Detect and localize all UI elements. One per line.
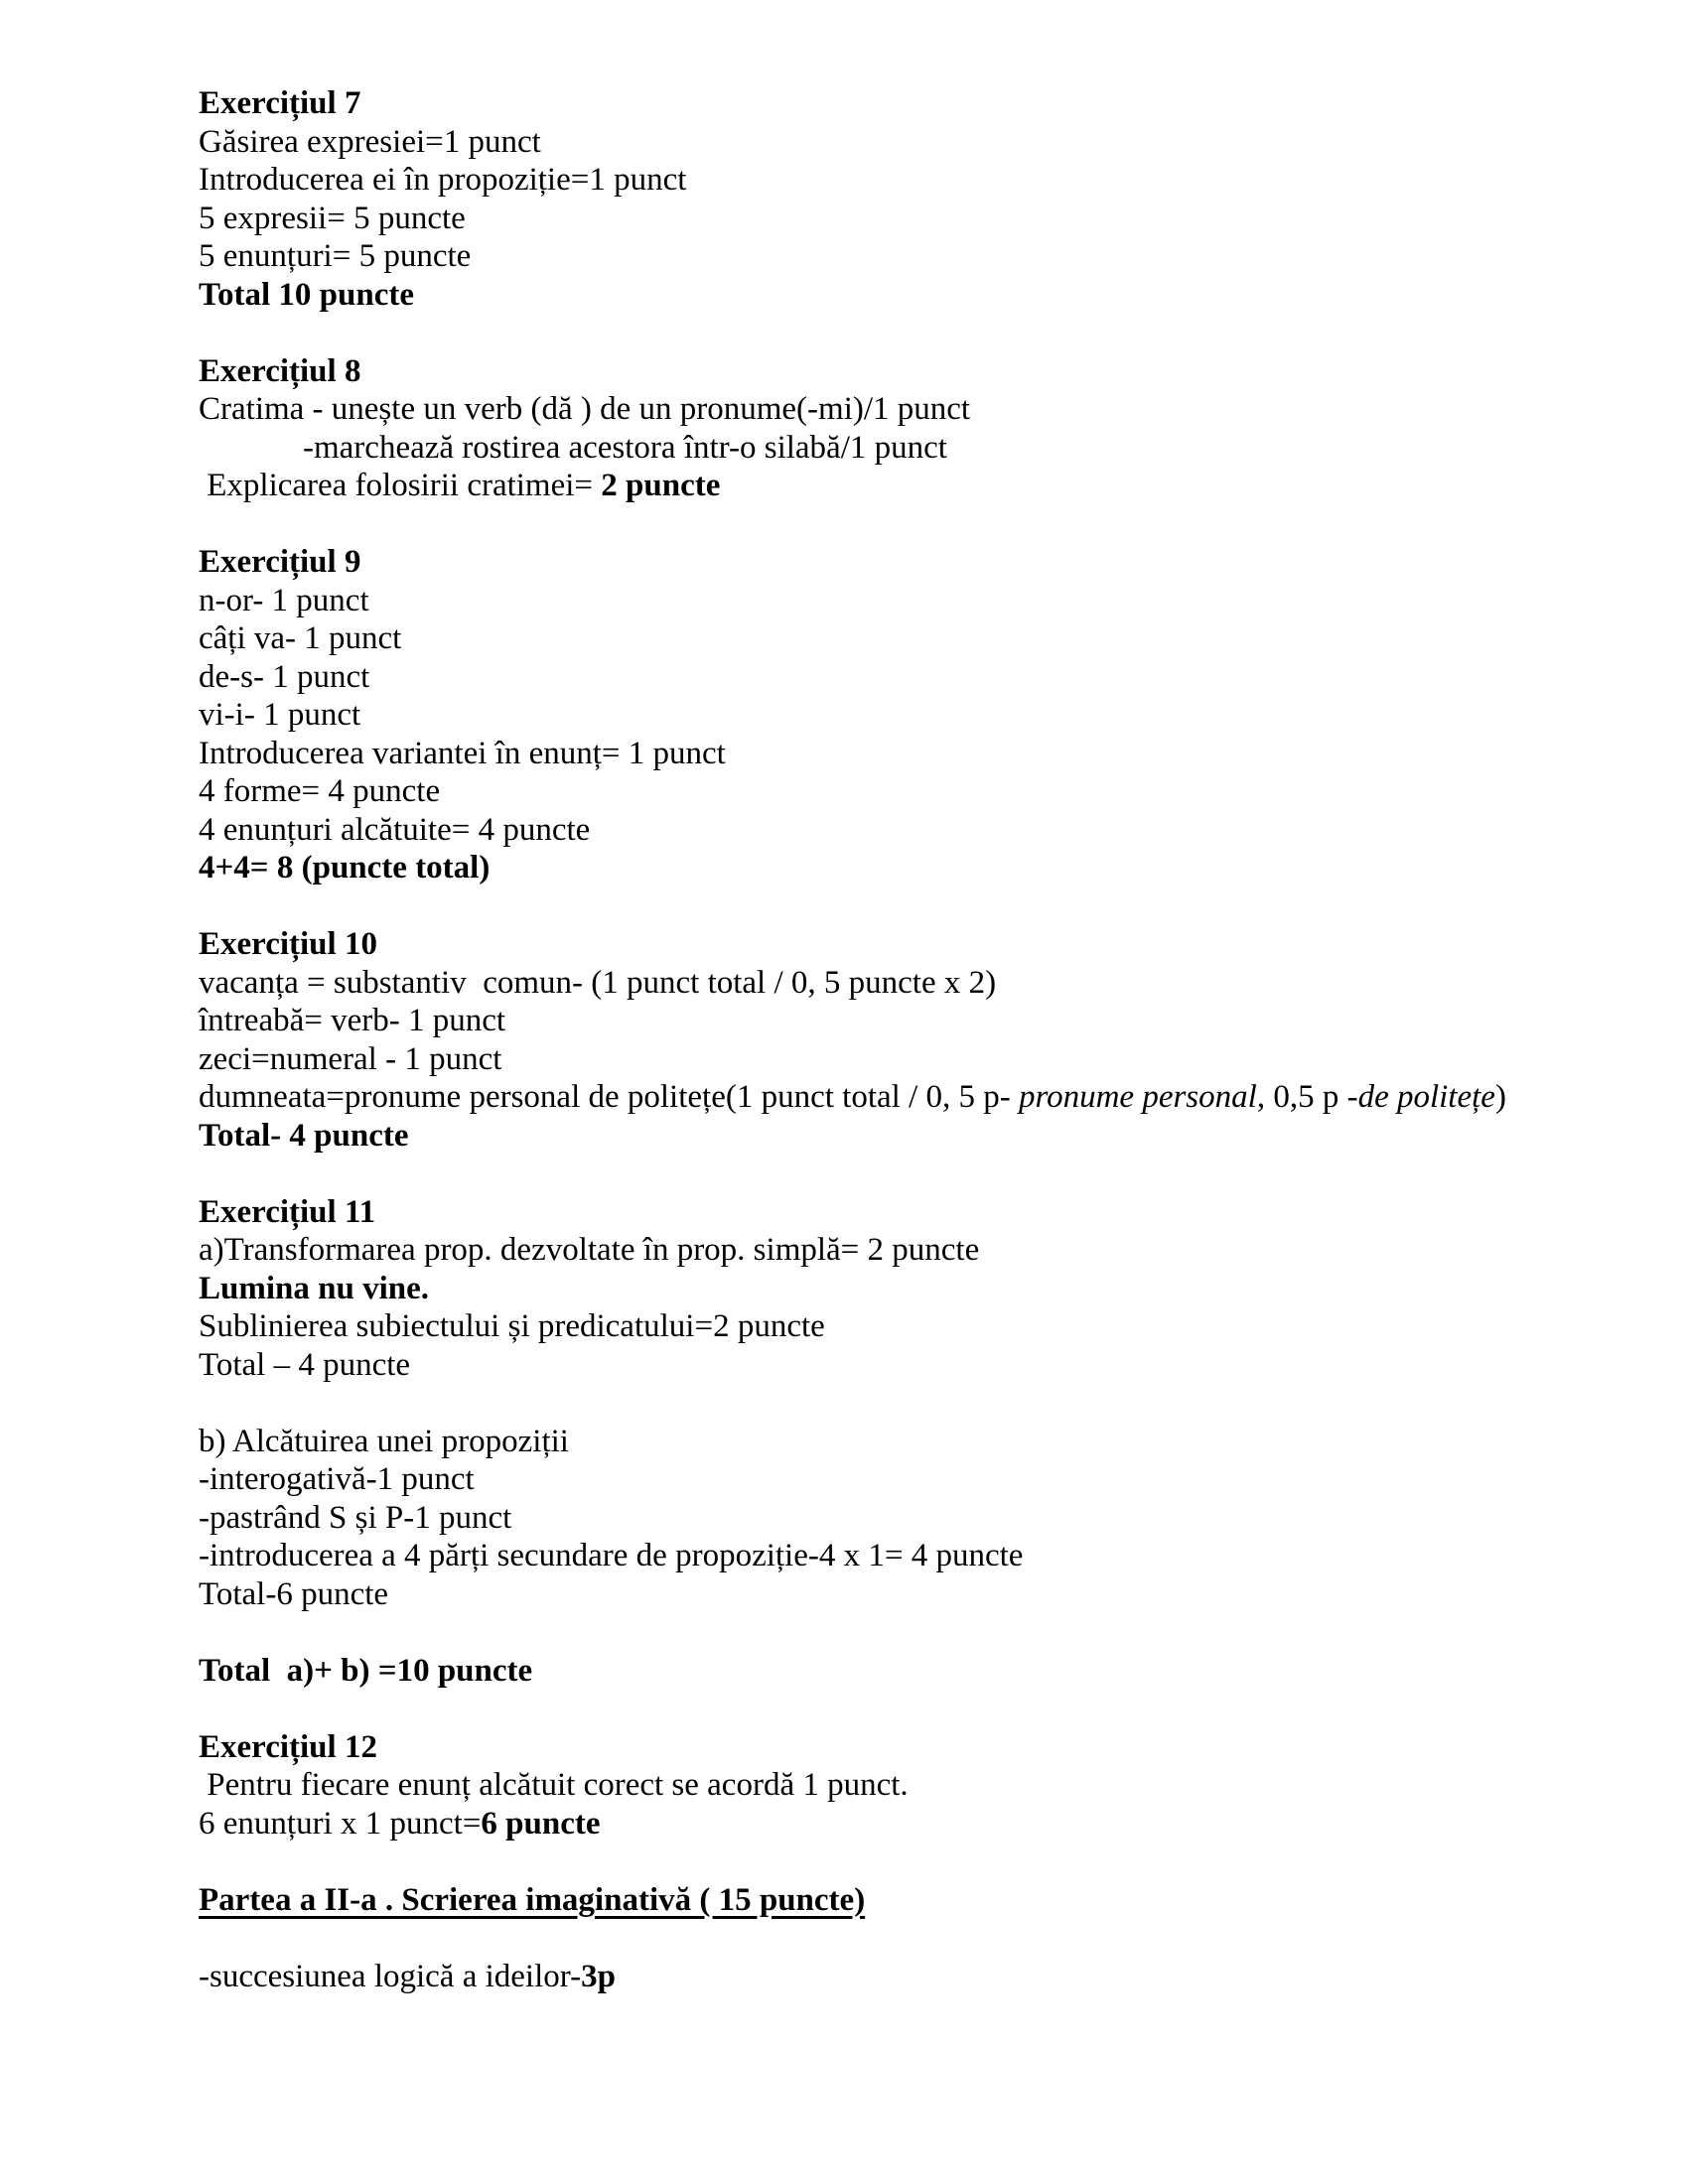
doc-line <box>199 1766 1658 1805</box>
doc-line <box>199 276 1658 315</box>
blank-line <box>199 505 1658 544</box>
text-segment: zeci=numeral - 1 punct <box>199 1040 502 1077</box>
blank-line <box>199 1919 1658 1958</box>
text-segment: 2 puncte <box>601 468 721 503</box>
text-segment: Exercițiul 12 <box>199 1728 377 1765</box>
doc-line <box>199 658 1658 697</box>
text-segment: 5 expresii= 5 puncte <box>199 200 466 236</box>
text-segment: -introducerea a 4 părți secundare de propoziție-4 x 1= 4 puncte <box>199 1538 1024 1573</box>
text-segment: Introducerea ei în propoziție=1 punct <box>199 162 687 198</box>
text-segment: 6 puncte <box>481 1805 601 1842</box>
part-2-heading <box>199 1881 1658 1920</box>
exercise-10-heading <box>199 925 1658 964</box>
text-segment: dumneata=pronume personal de politețe(1 punct total / 0, 5 p- <box>199 1079 1019 1115</box>
doc-line <box>199 696 1658 735</box>
text-segment: pronume personal <box>1018 1079 1257 1115</box>
text-segment: a)Transformarea prop. dezvoltate în prop. simplă= 2 puncte <box>199 1232 980 1268</box>
text-segment: -pastrând S și P-1 punct <box>199 1499 512 1536</box>
doc-line <box>199 123 1658 162</box>
doc-line <box>199 390 1658 429</box>
blank-line <box>199 314 1658 352</box>
exercise-7-heading <box>199 84 1658 123</box>
doc-line <box>199 1499 1658 1538</box>
doc-line <box>199 1460 1658 1499</box>
text-segment: Găsirea expresiei=1 punct <box>199 123 541 160</box>
text-segment: Pentru fiecare enunț alcătuit corect se acordă 1 punct. <box>199 1767 909 1803</box>
exercise-8-heading <box>199 352 1658 391</box>
text-segment: Exercițiul 8 <box>199 352 361 389</box>
text-segment: 3p <box>581 1958 616 1994</box>
text-segment: vacanța = substantiv comun- (1 punct total / 0, 5 puncte x 2) <box>199 964 997 1001</box>
blank-line <box>199 1843 1658 1881</box>
doc-line <box>199 1537 1658 1575</box>
blank-line <box>199 1155 1658 1193</box>
doc-line <box>199 1231 1658 1270</box>
text-segment: întreabă= verb- 1 punct <box>199 1003 506 1038</box>
text-segment: de politețe <box>1357 1079 1495 1115</box>
doc-line <box>199 237 1658 276</box>
text-segment: -marchează rostirea acestora într-o silabă/1 punct <box>303 429 947 466</box>
text-segment: n-or- 1 punct <box>199 582 369 618</box>
text-segment: Sublinierea subiectului și predicatului=2 puncte <box>199 1308 825 1344</box>
doc-line <box>199 1346 1658 1385</box>
text-segment: vi-i- 1 punct <box>199 697 361 733</box>
blank-line <box>199 1384 1658 1423</box>
doc-line <box>199 1805 1658 1843</box>
text-segment: -succesiunea logică a ideilor- <box>199 1958 582 1994</box>
doc-line <box>199 735 1658 773</box>
text-segment: Introducerea variantei în enunț= 1 punct <box>199 735 726 771</box>
blank-line <box>199 1613 1658 1652</box>
text-segment: Total – 4 puncte <box>199 1346 411 1383</box>
text-segment: Partea a II-a . Scrierea imaginativă ( 15 puncte) <box>199 1881 866 1918</box>
doc-line <box>199 467 1658 505</box>
text-segment: Total 10 puncte <box>199 276 414 313</box>
text-segment: câți va- 1 punct <box>199 620 402 656</box>
doc-line <box>199 772 1658 811</box>
doc-line <box>199 1307 1658 1346</box>
text-segment: 4 enunțuri alcătuite= 4 puncte <box>199 811 591 848</box>
text-segment: Total-6 puncte <box>199 1575 389 1612</box>
doc-line <box>199 1002 1658 1040</box>
doc-line <box>199 811 1658 850</box>
text-segment: 5 enunțuri= 5 puncte <box>199 238 472 274</box>
text-segment: de-s- 1 punct <box>199 658 370 695</box>
text-segment: 4+4= 8 (puncte total) <box>199 850 491 886</box>
text-segment: 4 forme= 4 puncte <box>199 773 441 809</box>
doc-line <box>199 429 1658 468</box>
text-segment: Total a)+ b) =10 puncte <box>199 1652 533 1689</box>
doc-line <box>199 582 1658 620</box>
text-segment: , 0,5 p - <box>1256 1079 1358 1115</box>
text-segment: Lumina nu vine. <box>199 1270 429 1306</box>
doc-line <box>199 1575 1658 1614</box>
text-segment: Exercițiul 7 <box>199 85 361 121</box>
doc-line <box>199 1078 1658 1117</box>
doc-line <box>199 200 1658 238</box>
doc-line <box>199 1117 1658 1156</box>
doc-line <box>199 161 1658 200</box>
text-segment: ) <box>1494 1079 1506 1115</box>
exercise-11-heading <box>199 1193 1658 1232</box>
doc-line <box>199 619 1658 658</box>
text-segment: Exercițiul 9 <box>199 544 361 580</box>
doc-line <box>199 1270 1658 1308</box>
doc-line <box>199 1423 1658 1461</box>
exercise-9-heading <box>199 543 1658 582</box>
text-segment: b) Alcătuirea unei propoziții <box>199 1423 569 1459</box>
text-segment: -interogativă-1 punct <box>199 1461 475 1497</box>
doc-line <box>199 1652 1658 1691</box>
doc-line <box>199 964 1658 1003</box>
text-segment: Cratima - unește un verb (dă ) de un pronume(-mi)/1 punct <box>199 391 971 427</box>
blank-line <box>199 1690 1658 1728</box>
blank-line <box>199 887 1658 926</box>
doc-line <box>199 849 1658 887</box>
text-segment: 6 enunțuri x 1 punct= <box>199 1805 482 1842</box>
doc-line <box>199 1040 1658 1079</box>
text-segment: Exercițiul 10 <box>199 926 377 962</box>
text-segment: Total- 4 puncte <box>199 1117 409 1154</box>
doc-line <box>199 1958 1658 1996</box>
text-segment: Exercițiul 11 <box>199 1193 376 1230</box>
text-segment: Explicarea folosirii cratimei= <box>199 468 602 503</box>
exercise-12-heading <box>199 1728 1658 1767</box>
